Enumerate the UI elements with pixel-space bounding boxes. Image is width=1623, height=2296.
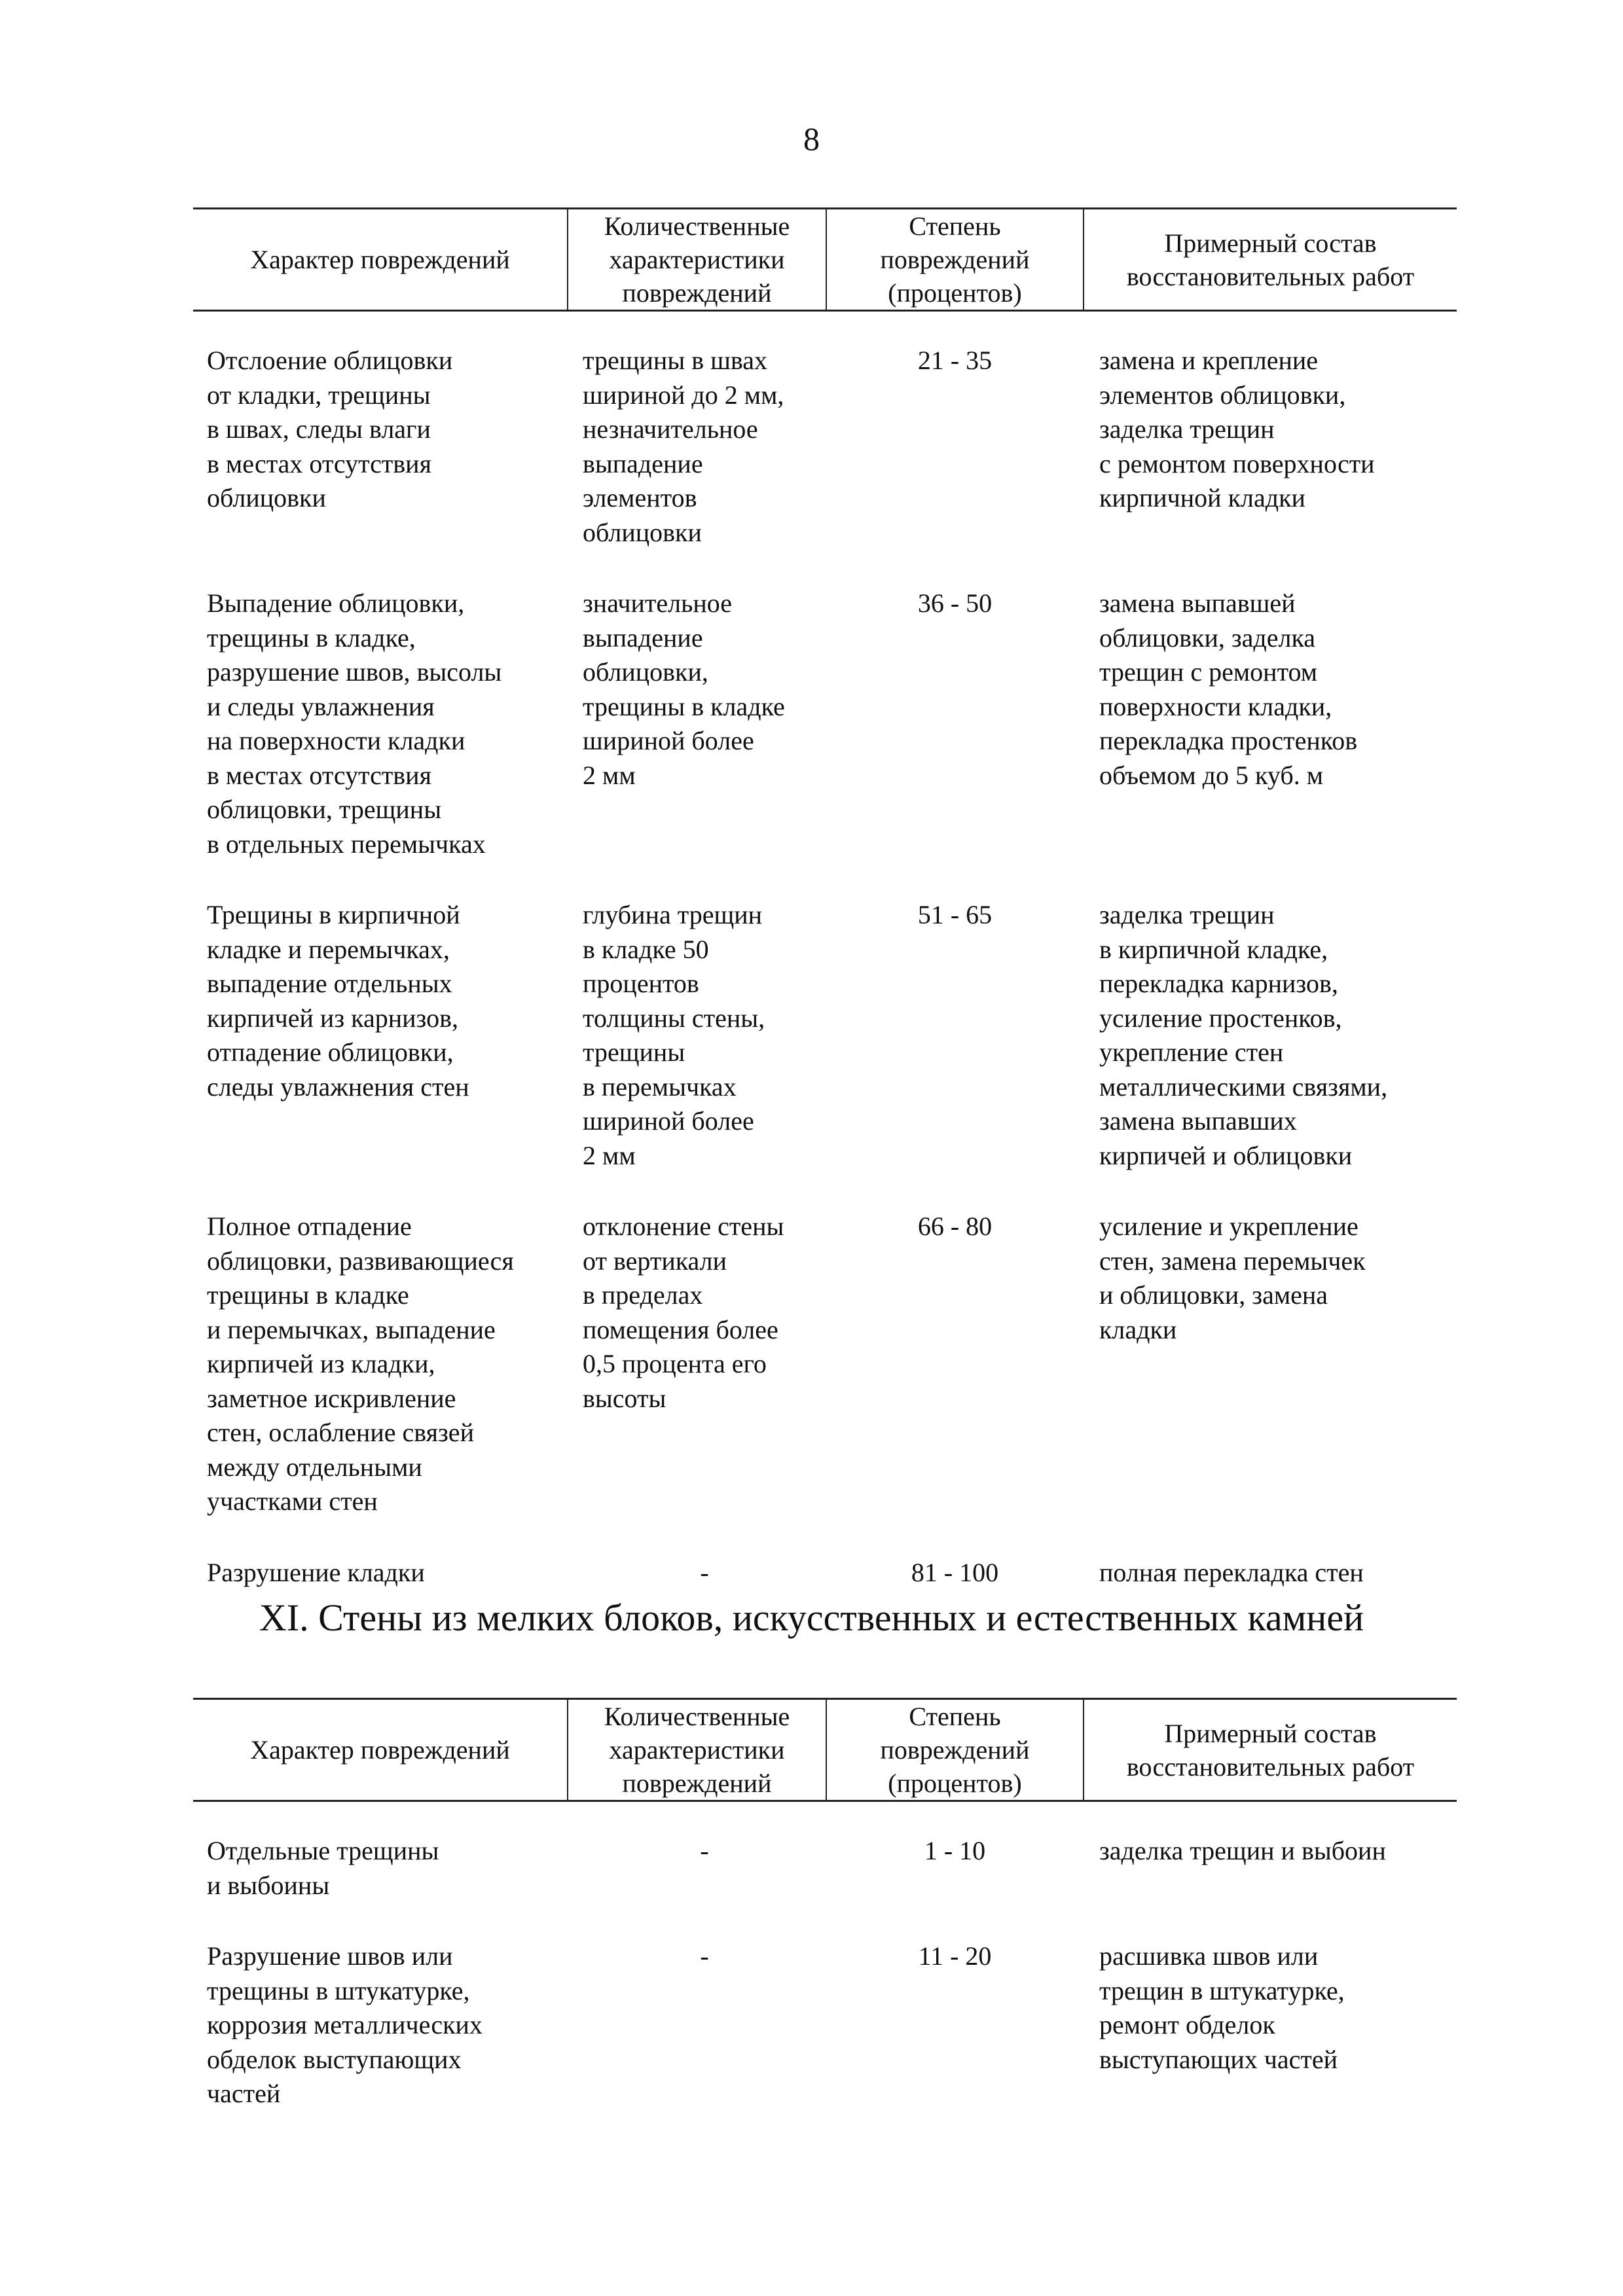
quant-cell: глубина трещин в кладке 50 процентов толщины стены, трещины в перемычках шириной более 2 мм	[583, 900, 765, 1170]
percent-cell: 81 - 100	[911, 1557, 999, 1587]
header-quantitative-characteristics: Количественные характеристики повреждений	[568, 209, 826, 311]
works-cell: расшивка швов или трещин в штукатурке, ремонт обделок выступающих частей	[1099, 1941, 1345, 2074]
damage-cell: Разрушение кладки	[207, 1557, 425, 1587]
table-header-row	[193, 209, 1457, 311]
section-title: XI. Стены из мелких блоков, искусственных и естественных камней	[259, 1596, 1364, 1639]
quant-cell: трещины в швах шириной до 2 мм, незначительное выпадение элементов облицовки	[583, 346, 784, 547]
quant-cell: значительное выпадение облицовки, трещины в кладке шириной более 2 мм	[583, 588, 785, 790]
header-damage-degree: Степень повреждений (процентов)	[826, 1699, 1084, 1801]
works-cell: заделка трещин и выбоин	[1099, 1836, 1386, 1865]
damage-table-bricks	[193, 207, 1457, 1590]
header-restoration-works: Примерный состав восстановительных работ	[1084, 209, 1457, 311]
damage-cell: Отслоение облицовки от кладки, трещины в швах, следы влаги в местах отсутствия облицовки	[207, 346, 453, 512]
percent-cell: 1 - 10	[924, 1836, 986, 1865]
table-row	[193, 1939, 1457, 2111]
percent-cell: 36 - 50	[917, 588, 993, 618]
table-row	[193, 1834, 1457, 1903]
works-cell: замена и крепление элементов облицовки, заделка трещин с ремонтом поверхности кирпичной кладки	[1099, 346, 1375, 512]
table-row	[193, 1210, 1457, 1519]
header-restoration-works: Примерный состав восстановительных работ	[1084, 1699, 1457, 1801]
table-row	[193, 344, 1457, 550]
percent-cell: 11 - 20	[918, 1941, 992, 1971]
page-number: 8	[803, 120, 820, 157]
table-header-row	[193, 1699, 1457, 1801]
table-row	[193, 1556, 1457, 1590]
damage-table-small-blocks	[193, 1698, 1457, 2111]
table-row	[193, 898, 1457, 1173]
works-cell: усиление и укрепление стен, замена перемычек и облицовки, замена кладки	[1099, 1211, 1366, 1344]
quant-cell: -	[700, 1557, 709, 1587]
table-row	[193, 586, 1457, 861]
works-cell: заделка трещин в кирпичной кладке, перекладка карнизов, усиление простенков, укрепление стен металлическими связями, замена выпавших кирпичей и облицовки	[1099, 900, 1388, 1170]
percent-cell: 21 - 35	[917, 346, 993, 375]
damage-cell: Полное отпадение облицовки, развивающиеся трещины в кладке и перемычках, выпадение кирпичей из кладки, заметное искривление стен, ослабление связей между отдельными участками стен	[207, 1211, 514, 1516]
quant-cell: отклонение стены от вертикали в пределах помещения более 0,5 процента его высоты	[583, 1211, 784, 1413]
percent-cell: 66 - 80	[917, 1211, 993, 1241]
damage-cell: Трещины в кирпичной кладке и перемычках, выпадение отдельных кирпичей из карнизов, отпадение облицовки, следы увлажнения стен	[207, 900, 469, 1102]
header-damage-character: Характер повреждений	[193, 1699, 568, 1801]
damage-cell: Разрушение швов или трещины в штукатурке, коррозия металлических обделок выступающих частей	[207, 1941, 483, 2108]
quant-cell: -	[700, 1941, 709, 1971]
works-cell: замена выпавшей облицовки, заделка трещин с ремонтом поверхности кладки, перекладка простенков объемом до 5 куб. м	[1099, 588, 1358, 790]
damage-cell: Выпадение облицовки, трещины в кладке, разрушение швов, высолы и следы увлажнения на поверхности кладки в местах отсутствия облицовки, трещины в отдельных перемычках	[207, 588, 502, 859]
works-cell: полная перекладка стен	[1099, 1557, 1364, 1587]
quant-cell: -	[700, 1836, 709, 1865]
header-damage-character: Характер повреждений	[193, 209, 568, 311]
header-damage-degree: Степень повреждений (процентов)	[826, 209, 1084, 311]
header-quantitative-characteristics: Количественные характеристики повреждений	[568, 1699, 826, 1801]
damage-cell: Отдельные трещины и выбоины	[207, 1836, 439, 1900]
percent-cell: 51 - 65	[917, 900, 993, 929]
